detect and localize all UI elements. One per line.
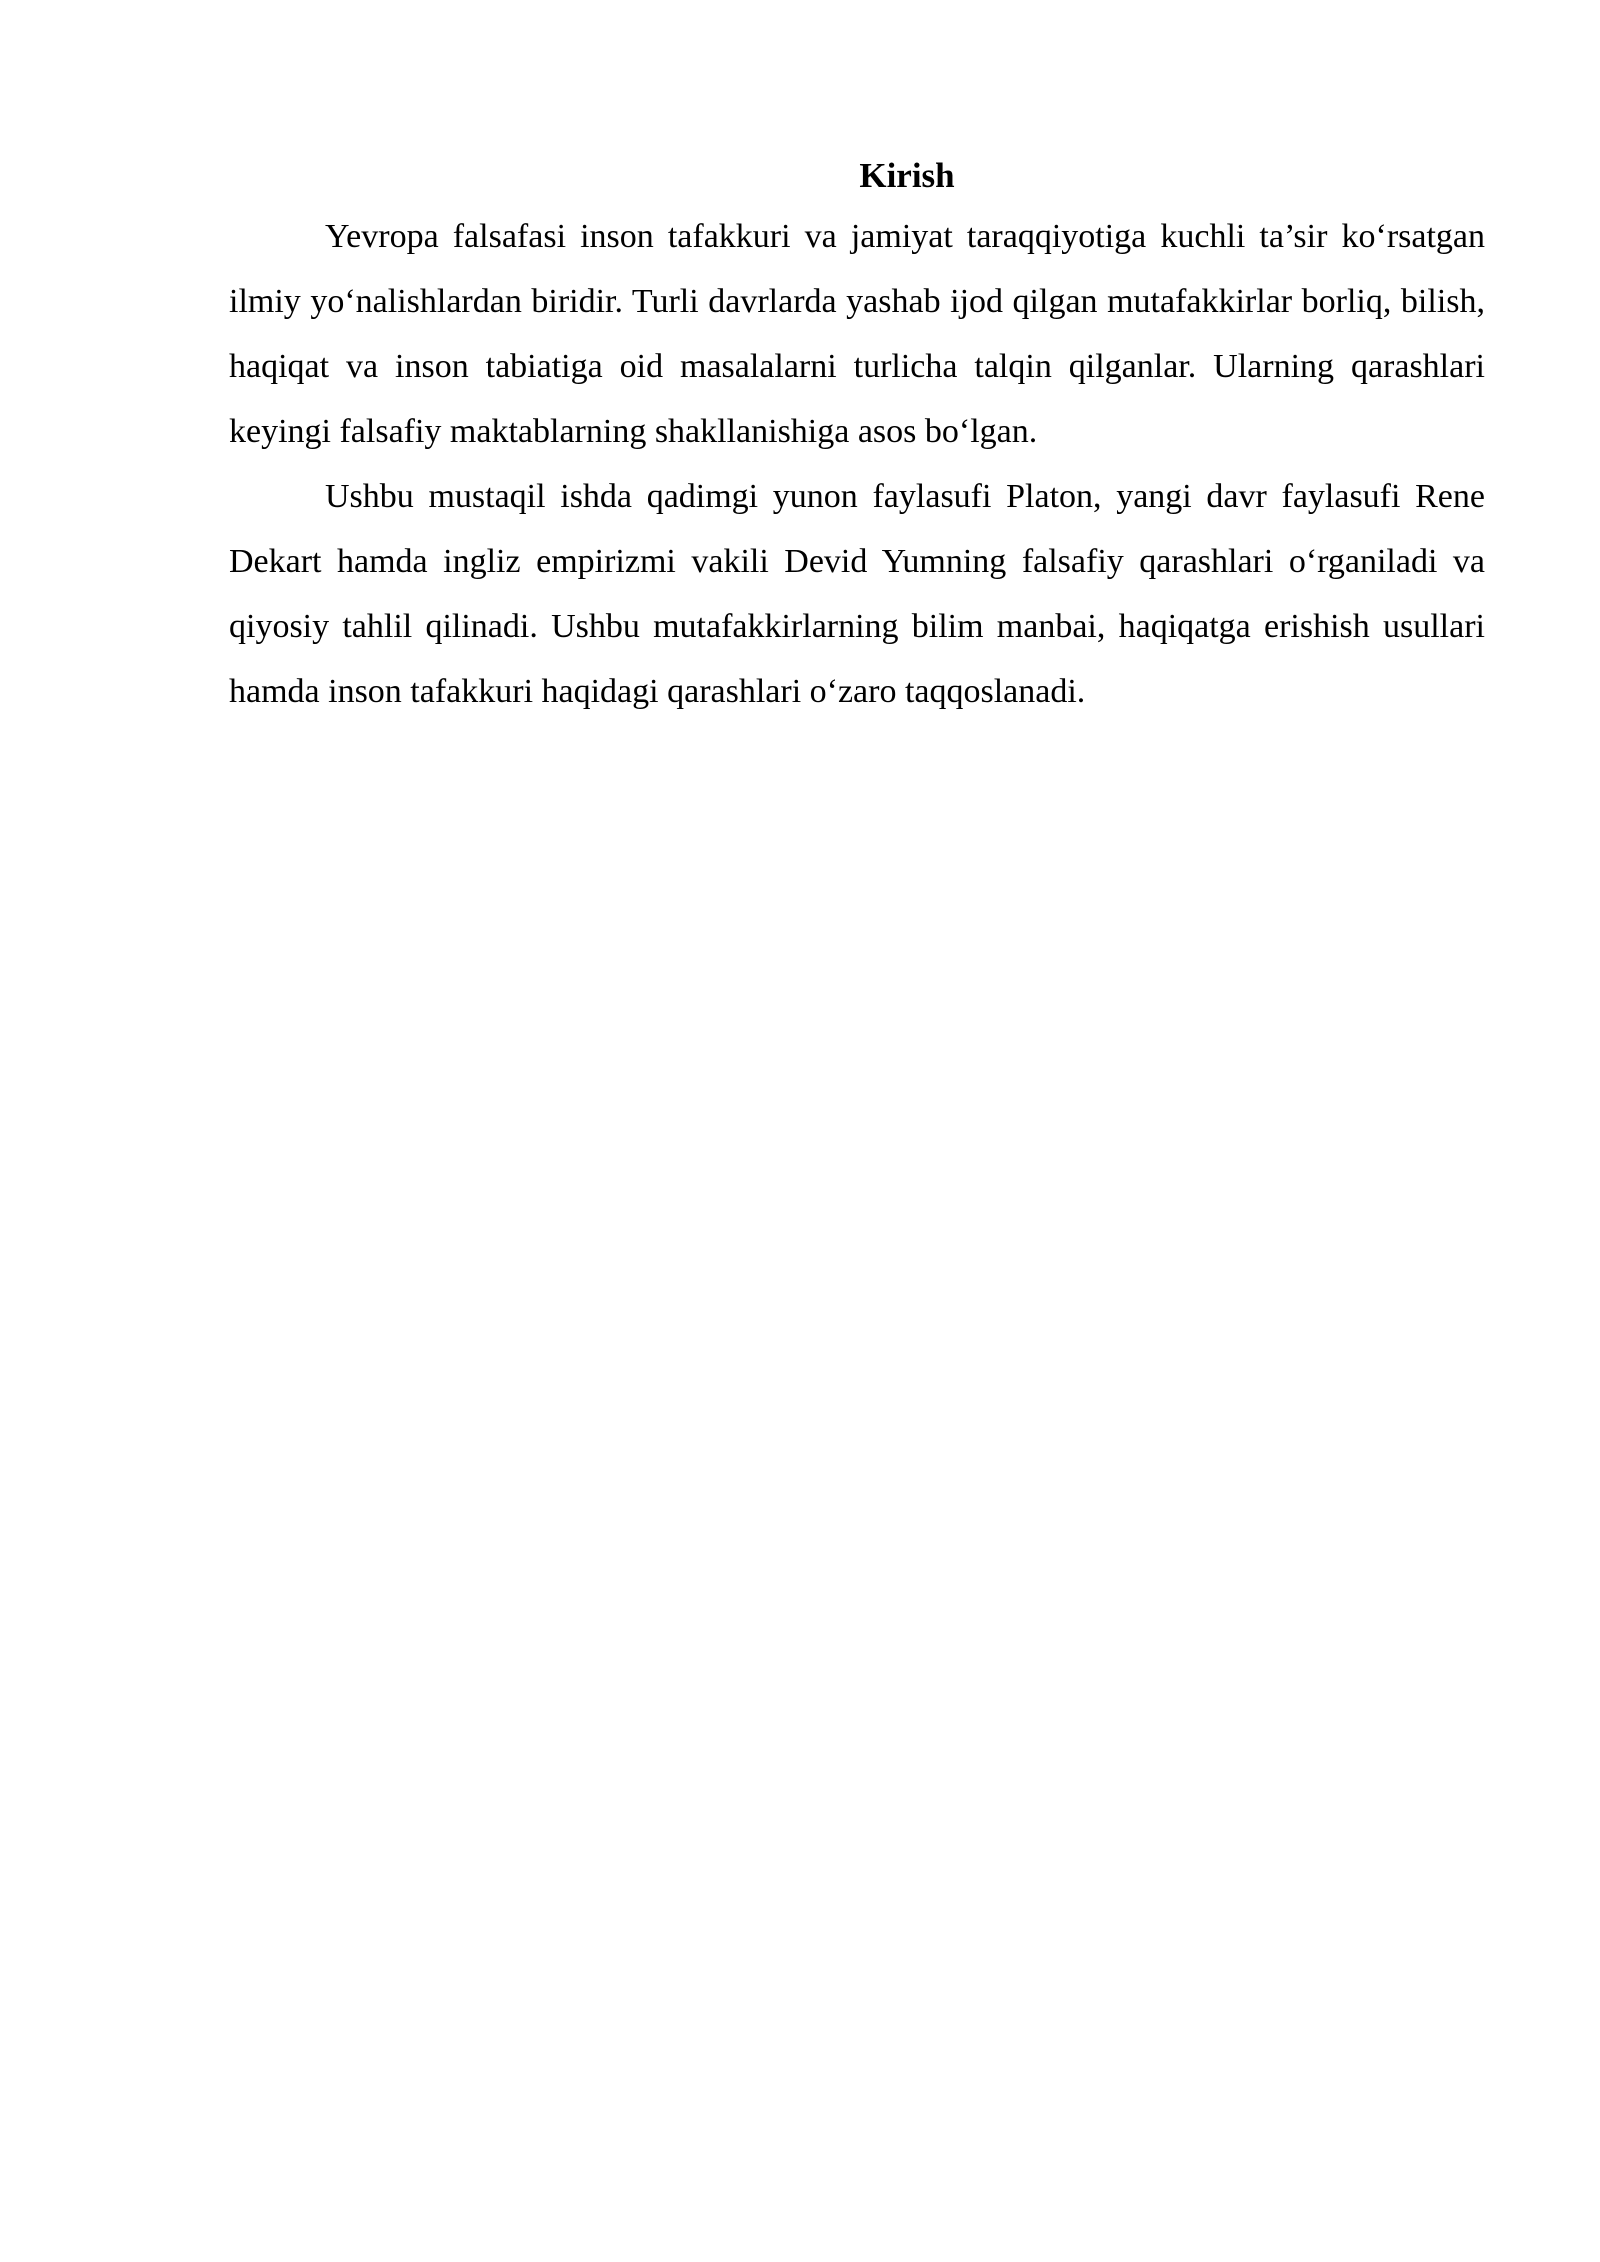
paragraph-purpose: Ushbu mustaqil ishda qadimgi yunon faylasufi Platon, yangi davr faylasufi Rene Dekart hamda ingliz empirizmi vakili Devid Yumning falsafiy qarashlari o‘rganiladi va qiyosiy tahlil qilinadi. Ushbu mutafakkirlarning bilim manbai, haqiqatga erishish usullari hamda inson tafakkuri haqidagi qarashlari o‘zaro taqqoslanadi. <box>229 478 1485 710</box>
paragraph-intro: Yevropa falsafasi inson tafakkuri va jamiyat taraqqiyotiga kuchli ta’sir ko‘rsatgan ilmiy yo‘nalishlardan biridir. Turli davrlarda yashab ijod qilgan mutafakkirlar borliq, bilish, haqiqat va inson tabiatiga oid masalalarni turlicha talqin qilganlar. Ularning qarashlari keyingi falsafiy maktablarning shakllanishiga asos bo‘lgan. <box>229 218 1485 450</box>
page-title: Kirish <box>859 156 955 195</box>
